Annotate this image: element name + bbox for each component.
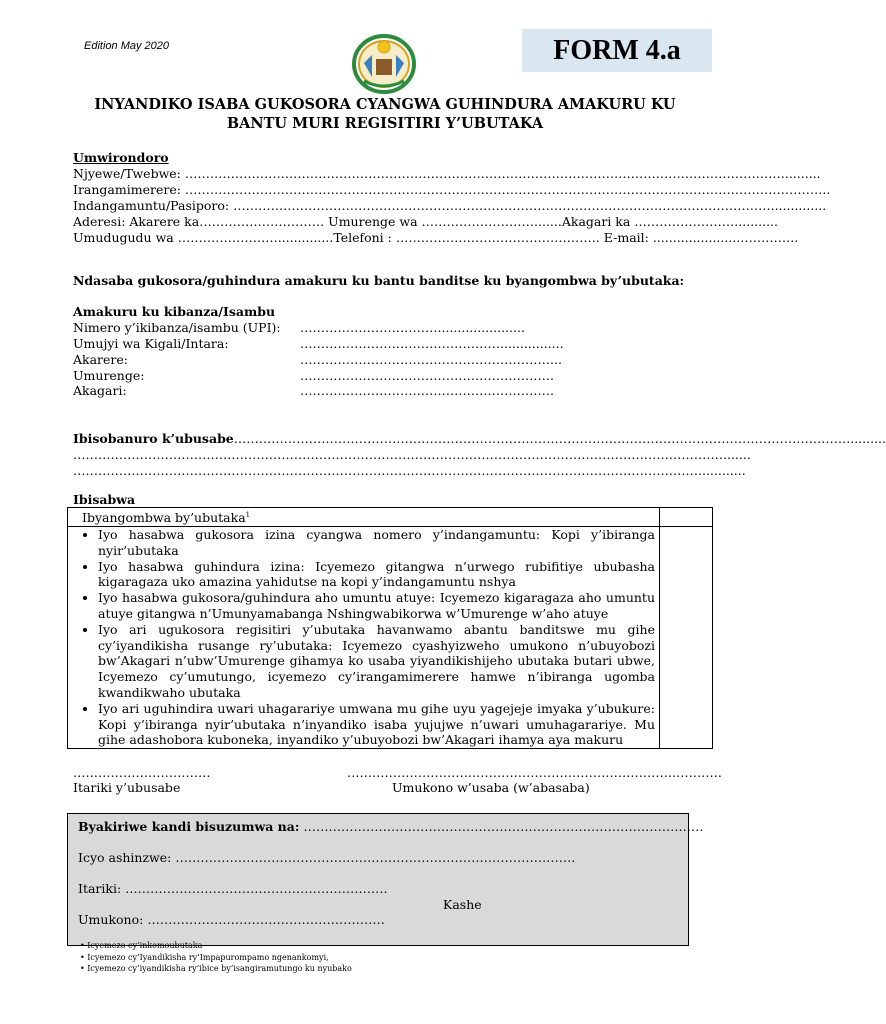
- footnote-text: Icyemezo cy’iyandikisha ry’ibice by’isangiramutungo ku nyubako: [87, 964, 352, 973]
- office-signature-label: Umukono:: [78, 912, 144, 927]
- evidence-item: • Iyo ari uguhindira uwari uhagarariye umwana mu gihe uyu yagejeje imyaka y’ubukure: Kopi y’ibiranga nyir’ubutaka n’inyandiko isaba yujujwe n’uwari umuhagarariye. Mu gihe adashobora kuboneka, inyandiko y’ubuyobozi bw’Akagari ihamya aya makuru: [98, 701, 659, 748]
- decision-label: Icyo ashinzwe:: [78, 850, 172, 865]
- identity-heading: Umwirondoro: [73, 150, 169, 165]
- evidence-col-header-text: Ibyangombwa by’ubutaka: [82, 510, 246, 526]
- footnote-mark: 1: [245, 511, 251, 519]
- reason-dots-1: …………………………………………………………………………………………………………………………………..........: [233, 431, 886, 446]
- identity-address-line[interactable]: Aderesi: Akarere ka………………………… Umurenge wa ……………………….......Akagari ka ……………………...........: [73, 214, 779, 229]
- title-line-1: INYANDIKO ISABA GUKOSORA CYANGWA GUHINDURA AMAKURU KU: [94, 96, 676, 113]
- parcel-city-label: Umujyi wa Kigali/Intara:: [73, 336, 229, 351]
- office-date-field: ………………………………………………………: [125, 881, 388, 896]
- decision-line[interactable]: [78, 850, 575, 865]
- stamp-label: Kashe: [443, 897, 482, 912]
- page-title: [60, 95, 710, 133]
- parcel-upi-label: Nimero y’ikibanza/isambu (UPI):: [73, 320, 281, 335]
- edition-label: Edition May 2020: [84, 40, 169, 52]
- reason-label: Ibisobanuro k’ubusabe: [73, 431, 234, 446]
- evidence-item: • Iyo hasabwa gukosora izina cyangwa nomero y’indangamuntu: Kopi y’ibiranga nyir’ubutaka: [98, 527, 659, 559]
- parcel-sector-field[interactable]: …………………………………………………….: [300, 368, 554, 383]
- evidence-item: • Iyo hasabwa guhindura izina: Icyemezo gitangwa n’urwego rubifitiye ububasha kigaragaza uko amazina yahidutse na kopi y’indangamuntu nshya: [98, 559, 659, 591]
- office-signature-field: …………………………………………………: [147, 912, 385, 927]
- parcel-district-label: Akarere:: [73, 352, 129, 367]
- office-date-line[interactable]: [78, 881, 388, 896]
- request-date-field[interactable]: ……………………………: [73, 765, 211, 780]
- evidence-items-row: [68, 526, 713, 748]
- request-date-label: Itariki y’ubusabe: [73, 780, 181, 795]
- parcel-district-field[interactable]: ……………………………………………………...: [300, 352, 562, 367]
- office-signature-line[interactable]: [78, 912, 385, 927]
- applicant-signature-field[interactable]: ………………………………………………………………………………: [347, 765, 722, 780]
- title-line-2: BANTU MURI REGISITIRI Y’UBUTAKA: [226, 115, 544, 132]
- evidence-heading: Ibisabwa: [73, 492, 136, 507]
- evidence-header-row: [68, 508, 713, 527]
- applicant-signature-label: Umukono w’usaba (w’abasaba): [392, 780, 590, 795]
- evidence-item: • Iyo ari ugukosora regisitiri y’ubutaka havanwamo abantu banditswe mu gihe cy’iyandikisha rusange ry’ubutaka: Icyemezo cyashyizweho umukono n’ubuyobozi bw’Akagari n’ubw’Umurenge gihamya ko usaba yiyandikishijeho ubutaka butari ubwe, Icyemezo cy’umutungo, icyemezo cy’irangamimerere hamwe n’ibiranga ugomba kwandikwaho ubutaka: [98, 622, 659, 701]
- evidence-list: [68, 527, 659, 748]
- evidence-col-header: [68, 508, 660, 527]
- office-use-box: [67, 813, 704, 946]
- footnote-item: • Icyemezo cy’iyandikisha ry’ibice by’isangiramutungo ku nyubako: [80, 964, 352, 973]
- identity-names-line[interactable]: Njyewe/Twebwe: ……………………………………………………………………………………………………………………………….........: [73, 166, 821, 181]
- received-by-line[interactable]: [78, 819, 703, 834]
- evidence-check-header: [660, 508, 713, 527]
- identity-contact-line[interactable]: Umudugudu wa ……………………..............Telefoni : …………………………………………. E-mail: ......................…………..: [73, 230, 799, 245]
- evidence-check-cell[interactable]: [660, 526, 713, 748]
- form-number-box: FORM 4.a: [522, 29, 712, 72]
- reason-line-1[interactable]: [73, 431, 886, 447]
- evidence-table: [67, 507, 713, 749]
- identity-civil-status-line[interactable]: Irangamimerere: ………………………………………………………………………………………………………………………………………..: [73, 182, 831, 197]
- parcel-upi-field[interactable]: ……………………………......................: [300, 320, 525, 335]
- received-by-field: ……………………………………………………………………………………: [303, 819, 704, 834]
- reason-line-3[interactable]: ……………………………………………………………………………………………………………………………………............: [73, 463, 746, 478]
- received-by-label: Byakiriwe kandi bisuzumwa na:: [78, 819, 300, 834]
- request-statement: Ndasaba gukosora/guhindura amakuru ku bantu banditse ku byangombwa by’ubutaka:: [73, 273, 685, 288]
- parcel-heading: Amakuru ku kibanza/Isambu: [73, 304, 276, 319]
- parcel-cell-field[interactable]: …………………………………………………….: [300, 383, 554, 398]
- reason-line-2[interactable]: ………………………………………………………………………………………………………………………………………….......: [73, 447, 751, 462]
- office-date-label: Itariki:: [78, 881, 122, 896]
- parcel-city-field[interactable]: …………………………………………................: [300, 336, 564, 351]
- evidence-list-cell: [68, 526, 660, 748]
- identity-id-passport-line[interactable]: Indangamuntu/Pasiporo: …………………………………………………………………………………………………………………..............: [73, 198, 827, 213]
- footnote-item: • Icyemezo cy’inkomoubutaka: [80, 941, 203, 950]
- evidence-item: • Iyo hasabwa gukosora/guhindura aho umuntu atuye: Icyemezo kigaragaza aho umuntu atuye gitangwa n’Umunyamabanga Nshingwabikorwa w’Umurenge w’aho atuye: [98, 590, 659, 622]
- footnote-text: Icyemezo cy’Iyandikisha ry’Impapurompamo ngenankomyi,: [87, 953, 329, 962]
- decision-field: ……………………………………………………………………………………: [175, 850, 576, 865]
- footnote-item: • Icyemezo cy’Iyandikisha ry’Impapurompamo ngenankomyi,: [80, 953, 329, 962]
- rwanda-coat-of-arms-icon: [350, 33, 418, 95]
- parcel-sector-label: Umurenge:: [73, 368, 145, 383]
- footnote-text: Icyemezo cy’inkomoubutaka: [87, 941, 203, 950]
- parcel-cell-label: Akagari:: [73, 383, 127, 398]
